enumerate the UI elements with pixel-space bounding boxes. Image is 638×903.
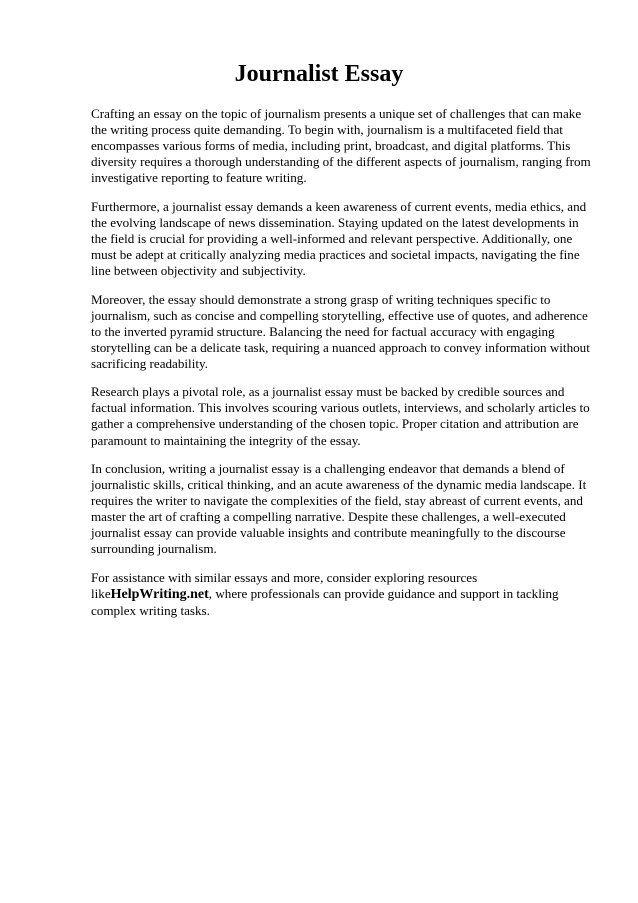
paragraph-6-intro: For assistance with similar essays and more, consider exploring resources like <box>91 569 478 601</box>
paragraph-4: Research plays a pivotal role, as a journalist essay must be backed by credible sources and factual information. This involves scouring various outlets, interviews, and scholarly articles to gather a comprehensive understanding of the chosen topic. Proper citation and attribution are paramount to maintaining the integrity of the essay. <box>91 384 590 448</box>
essay-body <box>91 106 591 631</box>
paragraph-3: Moreover, the essay should demonstrate a strong grasp of writing techniques specific to journalism, such as concise and compelling storytelling, effective use of quotes, and adherence to the inverted pyramid structure. Balancing the need for factual accuracy with engaging storytelling can be a delicate task, requiring a nuanced approach to convey information without sacrificing readability. <box>91 291 590 371</box>
paragraph-2: Furthermore, a journalist essay demands a keen awareness of current events, media ethics, and the evolving landscape of news dissemination. Staying updated on the latest developments in the field is crucial for providing a well-informed and relevant perspective. Additionally, one must be adept at critically analyzing media practices and societal impacts, navigating the fine line between objectivity and subjectivity. <box>91 198 587 279</box>
paragraph-5: In conclusion, writing a journalist essay is a challenging endeavor that demands a blend of journalistic skills, critical thinking, and an acute awareness of the dynamic media landscape. It requires the writer to navigate the complexities of the field, stay abreast of current events, and master the art of crafting a compelling narrative. Despite these challenges, a well-executed journalist essay can provide valuable insights and contribute meaningfully to the discourse surrounding journalism. <box>91 460 587 557</box>
page-title: Journalist Essay <box>234 61 404 87</box>
paragraph-6-rest: , where professionals can provide guidance and support in tackling complex writing tasks. <box>91 585 559 619</box>
paragraph-1: Crafting an essay on the topic of journalism presents a unique set of challenges that can make the writing process quite demanding. To begin with, journalism is a multifaceted field that encompasses various forms of media, including print, broadcast, and digital platforms. This diversity requires a thorough understanding of the different aspects of journalism, ranging from investigative reporting to feature writing. <box>91 106 591 186</box>
helpwriting-link[interactable]: HelpWriting.net <box>110 586 209 602</box>
paragraph-6 <box>91 570 591 619</box>
